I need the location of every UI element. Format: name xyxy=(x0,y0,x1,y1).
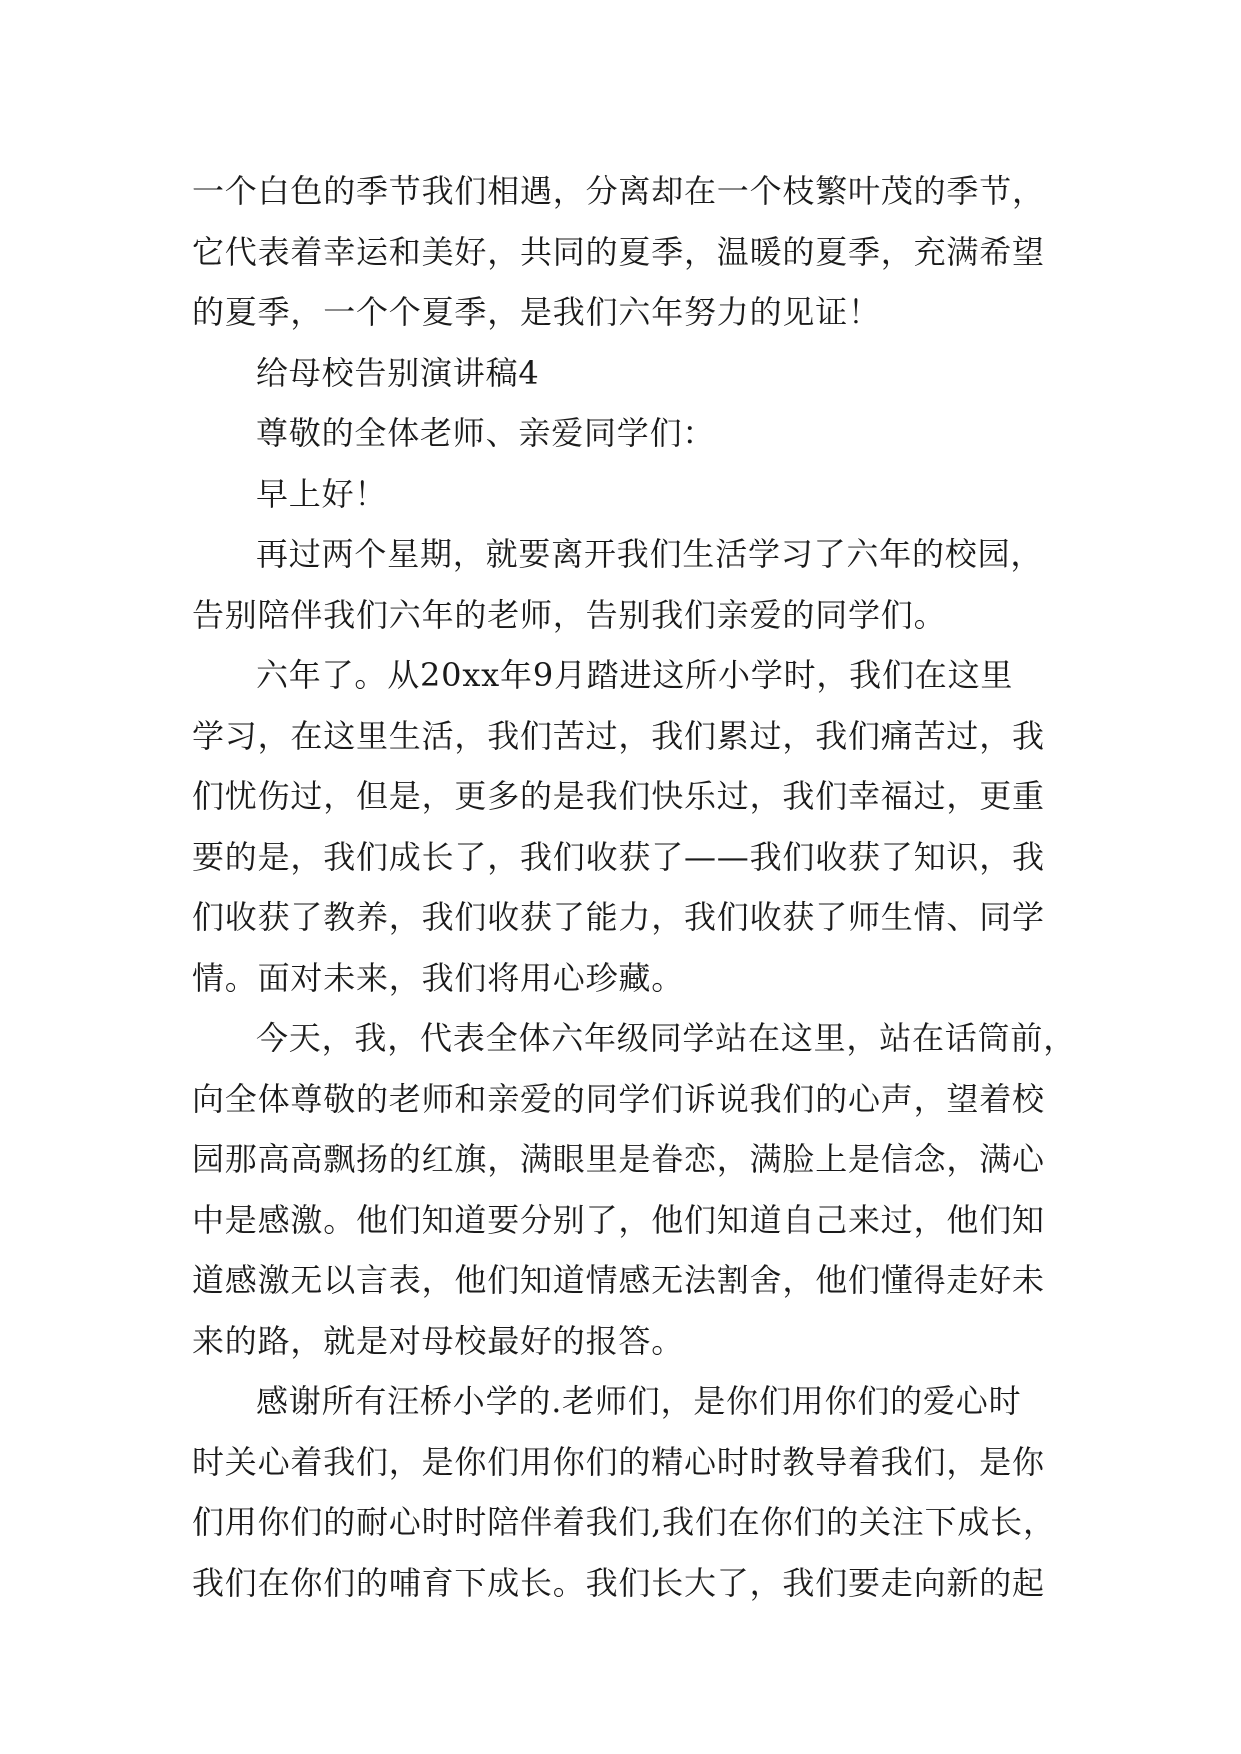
section-heading: 给母校告别演讲稿4 xyxy=(256,353,540,392)
paragraph-start: 感谢所有汪桥小学的.老师们，是你们用你们的爱心时 xyxy=(256,1382,1022,1420)
greeting: 早上好！ xyxy=(256,474,388,513)
body-line: 我们在你们的哺育下成长。我们长大了，我们要走向新的起 xyxy=(192,1563,1045,1602)
body-line: 一个白色的季节我们相遇，分离却在一个枝繁叶茂的季节， xyxy=(192,172,1045,210)
body-line: 告别陪伴我们六年的老师，告别我们亲爱的同学们。 xyxy=(192,595,947,634)
body-line: 中是感激。他们知道要分别了，他们知道自己来过，他们知 xyxy=(192,1200,1045,1239)
body-line: 它代表着幸运和美好，共同的夏季，温暖的夏季，充满希望 xyxy=(192,232,1045,271)
paragraph-start: 六年了。从20xx年9月踏进这所小学时，我们在这里 xyxy=(256,656,1014,694)
paragraph-start: 再过两个星期，就要离开我们生活学习了六年的校园， xyxy=(256,535,1044,573)
body-line: 情。面对未来，我们将用心珍藏。 xyxy=(192,958,685,997)
body-line: 时关心着我们，是你们用你们的精心时时教导着我们，是你 xyxy=(192,1442,1045,1481)
body-line: 道感激无以言表，他们知道情感无法割舍，他们懂得走好未 xyxy=(192,1261,1045,1299)
body-line: 们用你们的耐心时时陪伴着我们,我们在你们的关注下成长， xyxy=(192,1503,1056,1541)
salutation: 尊敬的全体老师、亲爱同学们： xyxy=(256,414,716,452)
body-line: 要的是，我们成长了，我们收获了——我们收获了知识，我 xyxy=(192,837,1045,876)
paragraph-start: 今天，我，代表全体六年级同学站在这里，站在话筒前， xyxy=(256,1019,1077,1057)
body-line: 学习，在这里生活，我们苦过，我们累过，我们痛苦过，我 xyxy=(192,716,1045,755)
body-line: 来的路，就是对母校最好的报答。 xyxy=(192,1321,685,1360)
document-body xyxy=(192,161,1077,1613)
body-line: 园那高高飘扬的红旗，满眼里是眷恋，满脸上是信念，满心 xyxy=(192,1140,1045,1178)
body-line: 向全体尊敬的老师和亲爱的同学们诉说我们的心声，望着校 xyxy=(192,1079,1045,1118)
body-line: 的夏季，一个个夏季，是我们六年努力的见证！ xyxy=(192,293,881,331)
body-line: 们忧伤过，但是，更多的是我们快乐过，我们幸福过，更重 xyxy=(192,777,1045,815)
body-line: 们收获了教养，我们收获了能力，我们收获了师生情、同学 xyxy=(192,898,1045,936)
